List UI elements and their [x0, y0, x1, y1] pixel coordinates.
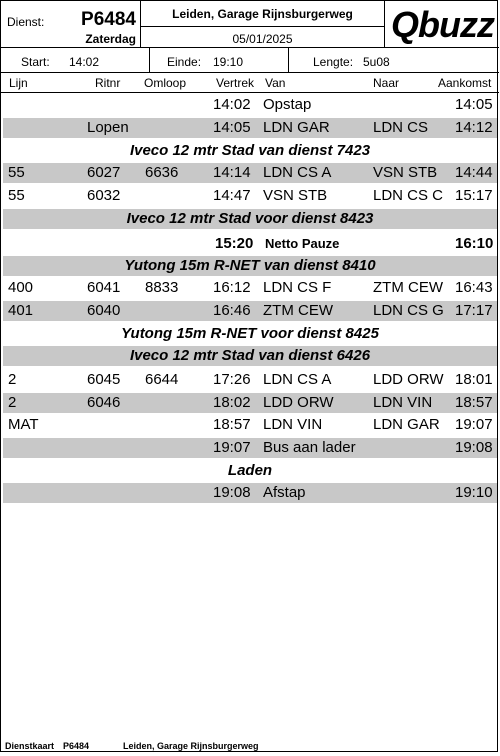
footer-title: Dienstkaart [5, 741, 55, 751]
pause-label: Netto Pauze [265, 236, 340, 251]
cell-van: ZTM CEW [263, 302, 333, 319]
start-value: 14:02 [69, 55, 100, 69]
start-label: Start: [21, 55, 50, 69]
table-row [3, 301, 497, 321]
cell-aankomst: 19:08 [455, 439, 493, 456]
duty-date: 05/01/2025 [232, 32, 293, 46]
cell-van: LDN CS A [263, 371, 332, 388]
cell-vertrek: 14:02 [213, 96, 251, 113]
cell-ritnr: Lopen [87, 119, 129, 136]
table-row [3, 393, 497, 413]
header [1, 1, 499, 48]
pause-start: 15:20 [215, 235, 254, 252]
cell-naar: LDN VIN [373, 394, 433, 411]
cell-vertrek: 19:08 [213, 484, 251, 501]
cell-lijn: 55 [8, 187, 25, 204]
cell-vertrek: 17:26 [213, 371, 251, 388]
vehicle-section-header: Laden [227, 462, 273, 479]
location-name: Leiden, Garage Rijnsburgerweg [172, 7, 353, 21]
column-header-lijn: Lijn [9, 76, 28, 90]
duty-code: P6484 [81, 9, 136, 30]
end-label: Einde: [167, 55, 202, 69]
cell-naar: LDN CS [373, 119, 429, 136]
info-divider [149, 48, 150, 72]
cell-omloop: 6636 [145, 164, 179, 181]
cell-van: Opstap [263, 96, 312, 113]
cell-lijn: 400 [8, 279, 34, 296]
footer-location: Leiden, Garage Rijnsburgerweg [123, 741, 259, 751]
length-label: Lengte: [313, 55, 354, 69]
cell-aankomst: 15:17 [455, 187, 493, 204]
cell-aankomst: 16:43 [455, 279, 493, 296]
cell-van: LDN CS A [263, 164, 332, 181]
cell-naar: LDN GAR [373, 416, 440, 433]
cell-van: LDN CS F [263, 279, 332, 296]
cell-aankomst: 14:05 [455, 96, 493, 113]
table-row [3, 483, 497, 503]
cell-van: LDD ORW [263, 394, 334, 411]
cell-vertrek: 14:47 [213, 187, 251, 204]
table-row [3, 370, 497, 390]
cell-aankomst: 18:01 [455, 371, 493, 388]
cell-naar: ZTM CEW [373, 279, 443, 296]
cell-van: LDN GAR [263, 119, 330, 136]
qbuzz-logo: Qbuzz [391, 4, 494, 45]
cell-lijn: 2 [8, 394, 17, 411]
cell-vertrek: 16:46 [213, 302, 251, 319]
cell-ritnr: 6040 [87, 302, 121, 319]
cell-omloop: 6644 [145, 371, 179, 388]
cell-vertrek: 18:02 [213, 394, 251, 411]
vehicle-section-header: Iveco 12 mtr Stad voor dienst 8423 [3, 209, 497, 229]
duty-box [1, 1, 141, 47]
table-row [3, 186, 497, 206]
pause-end: 16:10 [455, 235, 494, 252]
cell-lijn: 401 [8, 302, 34, 319]
cell-ritnr: 6046 [87, 394, 121, 411]
cell-naar: VSN STB [373, 164, 438, 181]
footer-code: P6484 [63, 741, 90, 751]
vehicle-section-header: Yutong 15m R-NET voor dienst 8425 [121, 325, 379, 342]
cell-ritnr: 6032 [87, 187, 121, 204]
location-box [141, 1, 385, 47]
cell-aankomst: 18:57 [455, 394, 493, 411]
cell-naar: LDN CS G [373, 302, 444, 319]
duty-label: Dienst: [7, 15, 45, 29]
cell-van: LDN VIN [263, 416, 323, 433]
cell-vertrek: 16:12 [213, 279, 251, 296]
cell-ritnr: 6027 [87, 164, 121, 181]
column-header-van: Van [265, 76, 286, 90]
column-header-omloop: Omloop [144, 76, 187, 90]
vehicle-section-header: Yutong 15m R-NET van dienst 8410 [3, 256, 497, 276]
cell-aankomst: 14:12 [455, 119, 493, 136]
column-header-aankomst: Aankomst [438, 76, 492, 90]
column-header-vertrek: Vertrek [216, 76, 255, 90]
cell-ritnr: 6045 [87, 371, 121, 388]
duty-info-bar [1, 48, 499, 73]
table-row [3, 278, 497, 298]
table-row [3, 118, 497, 138]
end-value: 19:10 [213, 55, 244, 69]
cell-omloop: 8833 [145, 279, 179, 296]
cell-vertrek: 18:57 [213, 416, 251, 433]
cell-vertrek: 14:14 [213, 164, 251, 181]
cell-naar: LDN CS C [373, 187, 444, 204]
duty-day: Zaterdag [85, 32, 136, 46]
column-header-ritnr: Ritnr [95, 76, 121, 90]
cell-aankomst: 19:10 [455, 484, 493, 501]
cell-lijn: MAT [8, 416, 39, 433]
cell-vertrek: 14:05 [213, 119, 251, 136]
cell-aankomst: 17:17 [455, 302, 493, 319]
cell-aankomst: 14:44 [455, 164, 493, 181]
info-divider [288, 48, 289, 72]
table-row [3, 415, 497, 435]
cell-lijn: 2 [8, 371, 17, 388]
location-cell [141, 1, 384, 27]
pause-row [3, 234, 497, 254]
table-row [3, 163, 497, 183]
cell-vertrek: 19:07 [213, 439, 251, 456]
cell-van: Bus aan lader [263, 439, 356, 456]
cell-van: VSN STB [263, 187, 328, 204]
column-header-row [1, 73, 499, 93]
cell-van: Afstap [263, 484, 306, 501]
cell-lijn: 55 [8, 164, 25, 181]
table-row [3, 95, 497, 115]
column-header-naar: Naar [373, 76, 400, 90]
cell-naar: LDD ORW [373, 371, 444, 388]
cell-aankomst: 19:07 [455, 416, 493, 433]
vehicle-section-header: Iveco 12 mtr Stad van dienst 6426 [3, 346, 497, 366]
table-row [3, 438, 497, 458]
length-value: 5u08 [363, 55, 390, 69]
cell-ritnr: 6041 [87, 279, 121, 296]
vehicle-section-header: Iveco 12 mtr Stad van dienst 7423 [129, 142, 371, 159]
